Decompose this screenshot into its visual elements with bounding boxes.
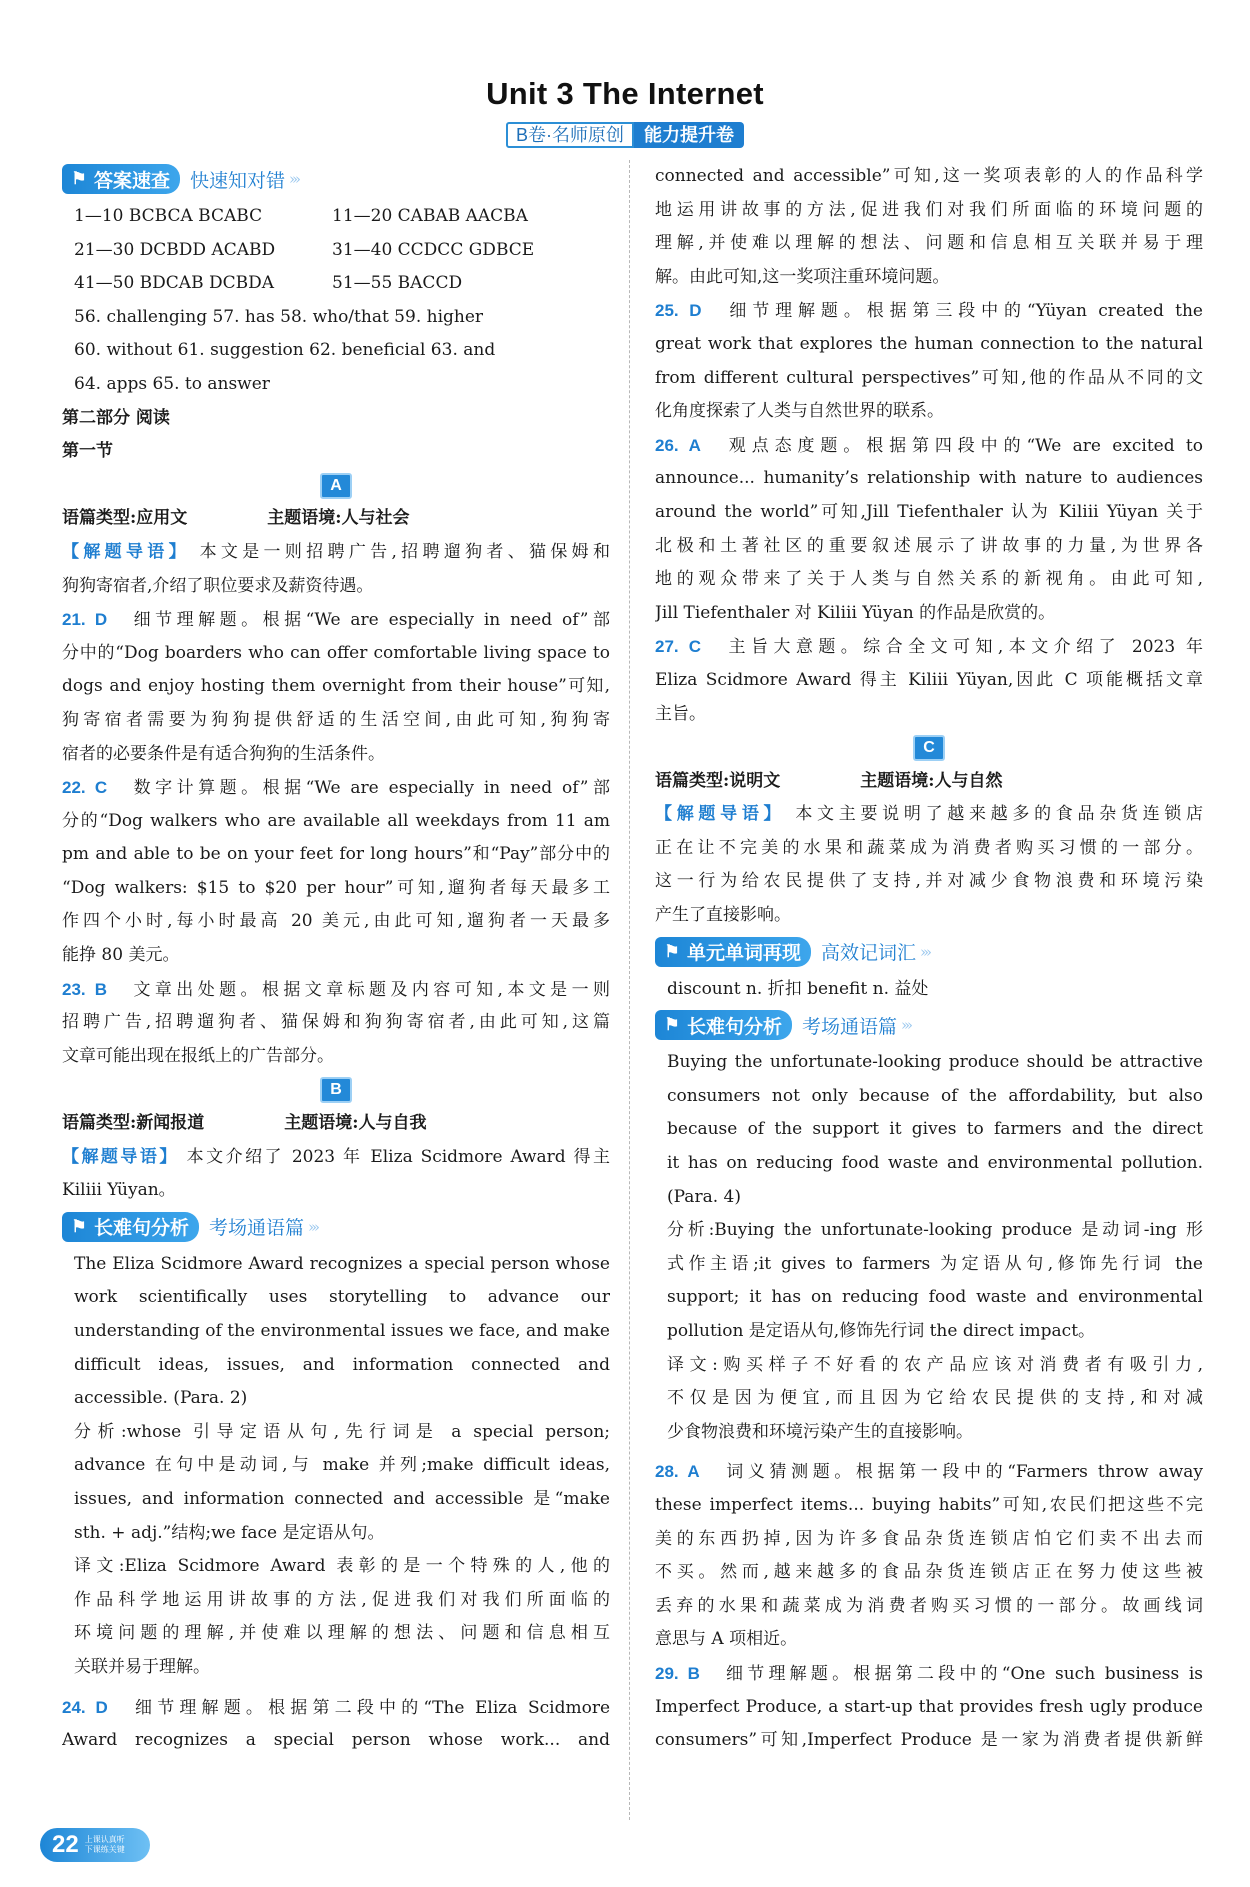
guide-tag: 【解题导语】 — [655, 804, 786, 825]
passage-badge-b: B — [320, 1077, 352, 1103]
flag-icon: ⚑ — [664, 1015, 680, 1035]
answer-range: 51—55 BACCD — [332, 273, 463, 294]
flag-icon: ⚑ — [71, 169, 87, 188]
question-text: 宿者的必要条件是有适合狗狗的生活条件。 — [62, 743, 385, 764]
analysis-text: support; it has on reducing food waste and environmental — [667, 1287, 1203, 1308]
translation-text: 少食物浪费和环境污染产生的直接影响。 — [667, 1421, 973, 1442]
question-21 — [62, 603, 610, 637]
genre-label: 语篇类型:新闻报道 — [62, 1113, 205, 1134]
genre-label: 语篇类型:说明文 — [655, 770, 781, 791]
vocab-section-header — [655, 935, 1203, 969]
question-27 — [655, 630, 1203, 664]
analysis-text: advance 在句中是动词,与 make 并列;make difficult ideas, — [74, 1455, 610, 1476]
question-23 — [62, 973, 610, 1007]
vocab-line: discount n. 折扣 benefit n. 益处 — [667, 978, 929, 999]
question-text: “Dog walkers: $15 to $20 per hour”可知,遛狗者每天最多工 — [62, 877, 610, 898]
question-text: Eliza Scidmore Award 得主 Kiliii Yüyan,因此 C 项能概括文章 — [655, 669, 1203, 690]
sentence-text: consumers not only because of the affordability, but also — [667, 1085, 1203, 1106]
question-text: 细节理解题。根据第二段中的“The Eliza Scidmore — [129, 1697, 610, 1718]
answers-section-header — [62, 162, 610, 196]
question-text: 理解,并使难以理解的想法、问题和信息相互关联并易于理 — [655, 233, 1203, 254]
page-number-badge — [40, 1828, 150, 1862]
question-text: 不买。然而,越来越多的食品杂货连锁店正在努力使这些被 — [655, 1562, 1203, 1583]
answer-range: 1—10 BCBCA BCABC — [74, 206, 263, 226]
answer-range: 11—20 CABAB AACBA — [332, 206, 528, 226]
passage-badge-a: A — [320, 473, 352, 499]
guide-text: 产生了直接影响。 — [655, 905, 791, 926]
answer-range: 60. without 61. suggestion 62. beneficial 63. and — [74, 340, 496, 361]
chevron-right-icon: ››› — [289, 170, 299, 188]
question-text: 细节理解题。根据“We are especially in need of”部 — [129, 610, 610, 631]
sentence-text: (Para. 4) — [667, 1186, 741, 1207]
question-text: 细节理解题。根据第三段中的“Yüyan created the — [723, 301, 1203, 322]
question-text: around the world”可知,Jill Tiefenthaler 认为 Kiliii Yüyan 关于 — [655, 501, 1203, 522]
sentence-text: accessible. (Para. 2) — [74, 1388, 248, 1409]
question-text: 文章可能出现在报纸上的广告部分。 — [62, 1045, 334, 1066]
question-29 — [655, 1657, 1203, 1691]
answer-range: 31—40 CCDCC GDBCE — [332, 239, 535, 260]
column-divider — [629, 160, 630, 1820]
question-text: Jill Tiefenthaler 对 Kiliii Yüyan 的作品是欣赏的。 — [655, 602, 1056, 623]
question-number: 24. D — [62, 1697, 108, 1717]
question-text: 能挣 80 美元。 — [62, 945, 180, 966]
answer-range: 41—50 BDCAB DCBDA — [74, 273, 275, 294]
volume-label-left: B卷·名师原创 — [506, 122, 634, 148]
sentence-text: understanding of the environmental issues we face, and make — [74, 1321, 610, 1341]
sentence-text: it has on reducing food waste and environmental pollution. — [667, 1153, 1203, 1174]
analysis-text: 式作主语;it gives to farmers 为定语从句,修饰先行词 the — [667, 1253, 1203, 1274]
translation-text: 作品科学地运用讲故事的方法,促进我们对我们所面临的 — [74, 1589, 610, 1610]
sentence-text: work scientifically uses storytelling to advance our — [74, 1287, 610, 1308]
footer-slogan: 上课认真听 — [84, 1835, 125, 1844]
page-footer — [40, 1828, 150, 1862]
analysis-text: 分析:Buying the unfortunate-looking produce 是动词-ing 形 — [667, 1220, 1203, 1241]
guide-text: 狗狗寄宿者,介绍了职位要求及薪资待遇。 — [62, 575, 374, 596]
guide-tag: 【解题导语】 — [62, 541, 190, 562]
question-text: 细节理解题。根据第二段中的“One such business is — [721, 1663, 1203, 1684]
question-text: 主旨大意题。综合全文可知,本文介绍了 2023 年 — [723, 637, 1203, 658]
question-text: Award recognizes a special person whose work... and — [62, 1730, 610, 1751]
question-text: these imperfect items... buying habits”可知,农民们把这些不完 — [655, 1494, 1203, 1515]
question-22 — [62, 771, 610, 805]
sentence-text: because of the support it gives to farmers and the direct — [667, 1119, 1203, 1140]
left-column — [62, 160, 610, 1758]
long-sentence-section-header — [62, 1210, 610, 1244]
question-24 — [62, 1691, 610, 1725]
guide-line — [655, 798, 1203, 832]
answer-list — [62, 200, 610, 402]
question-text: great work that explores the human connection to the natural — [655, 333, 1203, 354]
genre-label: 语篇类型:应用文 — [62, 508, 188, 529]
chevron-right-icon: ››› — [920, 942, 930, 961]
question-text: 地的观众带来了关于人类与自然关系的新视角。由此可知, — [655, 569, 1203, 590]
question-text: 数字计算题。根据“We are especially in need of”部 — [129, 778, 610, 799]
translation-text: 译文:购买样子不好看的农产品应该对消费者有吸引力, — [667, 1354, 1203, 1375]
question-text: 分中的“Dog boarders who can offer comfortable living space to — [62, 642, 610, 663]
guide-line — [62, 536, 610, 570]
question-text: 文章出处题。根据文章标题及内容可知,本文是一则 — [129, 979, 610, 1000]
passage-badge-c: C — [913, 735, 945, 761]
part-title: 第二部分 阅读 — [62, 407, 170, 428]
passage-a-meta — [62, 502, 610, 536]
answer-range: 56. challenging 57. has 58. who/that 59. higher — [74, 306, 484, 327]
translation-text: 环境问题的理解,并使难以理解的想法、问题和信息相互 — [74, 1623, 610, 1644]
question-text: dogs and enjoy hosting them overnight from their house”可知, — [62, 676, 610, 697]
passage-b-meta — [62, 1107, 610, 1141]
guide-text: 正在让不完美的水果和蔬菜成为消费者购买习惯的一部分。 — [655, 837, 1203, 858]
question-text: from different cultural perspectives”可知,他的作品从不同的文 — [655, 367, 1203, 388]
question-25 — [655, 294, 1203, 328]
section-subtitle: 考场通语篇 — [209, 1218, 305, 1240]
passage-c-meta — [655, 765, 1203, 799]
question-number: 29. B — [655, 1663, 700, 1683]
long-sentence-block — [655, 1046, 1203, 1449]
section-subtitle: 快速知对错 — [190, 170, 286, 192]
question-text: 主旨。 — [655, 703, 706, 724]
question-number: 26. A — [655, 435, 701, 455]
section-tag: 单元单词再现 — [687, 943, 802, 965]
analysis-text: 分析:whose 引导定语从句,先行词是 a special person; — [74, 1421, 610, 1442]
chevron-right-icon: ››› — [901, 1016, 911, 1035]
question-text: 招聘广告,招聘遛狗者、猫保姆和狗狗寄宿者,由此可知,这篇 — [62, 1012, 610, 1033]
question-text: Imperfect Produce, a start-up that provides fresh ugly produce — [655, 1696, 1203, 1717]
right-column — [655, 160, 1203, 1758]
question-number: 21. D — [62, 610, 108, 630]
flag-icon: ⚑ — [71, 1216, 87, 1236]
question-text: 丢弃的水果和蔬菜成为消费者购买习惯的一部分。故画线词 — [655, 1595, 1203, 1616]
question-text: announce... humanity’s relationship with nature to audiences — [655, 468, 1203, 489]
question-text: 分的“Dog walkers who are available all weekdays from 11 am — [62, 810, 610, 831]
translation-text: 关联并易于理解。 — [74, 1656, 210, 1677]
analysis-text: sth. + adj.”结构;we face 是定语从句。 — [74, 1522, 385, 1543]
analysis-text: issues, and information connected and accessible 是“make — [74, 1488, 610, 1509]
long-sentence-block — [62, 1248, 610, 1685]
question-text: 地运用讲故事的方法,促进我们对我们所面临的环境问题的 — [655, 199, 1203, 220]
section-title: 第一节 — [62, 441, 113, 462]
question-text: 北极和土著社区的重要叙述展示了讲故事的力量,为世界各 — [655, 535, 1203, 556]
analysis-text: pollution 是定语从句,修饰先行词 the direct impact。 — [667, 1321, 1096, 1341]
answer-range: 64. apps 65. to answer — [74, 373, 270, 394]
guide-line — [62, 1141, 610, 1175]
question-number: 27. C — [655, 637, 702, 657]
question-26 — [655, 429, 1203, 463]
question-text: 词义猜测题。根据第一段中的“Farmers throw away — [721, 1462, 1203, 1483]
question-text: consumers”可知,Imperfect Produce 是一家为消费者提供新鲜 — [655, 1730, 1203, 1751]
guide-text: 本文是一则招聘广告,招聘遛狗者、猫保姆和 — [199, 541, 610, 562]
guide-tag: 【解题导语】 — [62, 1146, 179, 1167]
question-text: connected and accessible”可知,这一奖项表彰的人的作品科学 — [655, 166, 1203, 186]
question-text: 意思与 A 项相近。 — [655, 1629, 798, 1650]
flag-icon: ⚑ — [664, 941, 680, 961]
question-number: 23. B — [62, 979, 108, 999]
sentence-text: Buying the unfortunate-looking produce should be attractive — [667, 1052, 1203, 1073]
translation-text: 不仅是因为便宜,而且因为它给农民提供的支持,和对减 — [667, 1388, 1203, 1409]
question-28 — [655, 1455, 1203, 1489]
section-subtitle: 高效记词汇 — [821, 943, 917, 965]
guide-text: 这一行为给农民提供了支持,并对减少食物浪费和环境污染 — [655, 871, 1203, 892]
long-sentence-section-header — [655, 1008, 1203, 1042]
sentence-text: The Eliza Scidmore Award recognizes a special person whose — [74, 1253, 610, 1274]
guide-text: 本文主要说明了越来越多的食品杂货连锁店 — [795, 804, 1203, 825]
section-tag: 答案速查 — [94, 170, 171, 192]
section-subtitle: 考场通语篇 — [802, 1016, 898, 1038]
page-title: Unit 3 The Internet — [486, 76, 764, 111]
section-tag: 长难句分析 — [687, 1016, 783, 1038]
question-text: 观点态度题。根据第四段中的“We are excited to — [722, 435, 1203, 456]
guide-text: Kiliii Yüyan。 — [62, 1180, 176, 1201]
question-text: pm and able to be on your feet for long hours”和“Pay”部分中的 — [62, 844, 610, 865]
theme-label: 主题语境:人与自然 — [860, 770, 1003, 791]
sentence-text: difficult ideas, issues, and information connected and — [74, 1354, 610, 1375]
question-number: 28. A — [655, 1462, 700, 1482]
volume-label-right: 能力提升卷 — [634, 122, 744, 148]
question-text: 美的东西扔掉,因为许多食品杂货连锁店怕它们卖不出去而 — [655, 1528, 1203, 1549]
translation-text: 译文:Eliza Scidmore Award 表彰的是一个特殊的人,他的 — [74, 1556, 610, 1577]
theme-label: 主题语境:人与社会 — [267, 508, 410, 529]
footer-slogan: 下课练关键 — [84, 1845, 125, 1854]
chevron-right-icon: ››› — [308, 1217, 318, 1236]
volume-label — [0, 122, 1250, 148]
section-tag: 长难句分析 — [94, 1218, 190, 1240]
question-text: 作四个小时,每小时最高 20 美元,由此可知,遛狗者一天最多 — [62, 911, 610, 932]
question-number: 25. D — [655, 301, 702, 321]
theme-label: 主题语境:人与自我 — [284, 1113, 427, 1134]
answer-range: 21—30 DCBDD ACABD — [74, 239, 276, 260]
question-text: 化角度探索了人类与自然世界的联系。 — [655, 401, 944, 422]
guide-text: 本文介绍了 2023 年 Eliza Scidmore Award 得主 — [186, 1146, 610, 1167]
page-number: 22 — [52, 1831, 79, 1858]
question-number: 22. C — [62, 778, 108, 798]
question-text: 解。由此可知,这一奖项注重环境问题。 — [655, 266, 950, 287]
question-text: 狗寄宿者需要为狗狗提供舒适的生活空间,由此可知,狗狗寄 — [62, 709, 610, 730]
